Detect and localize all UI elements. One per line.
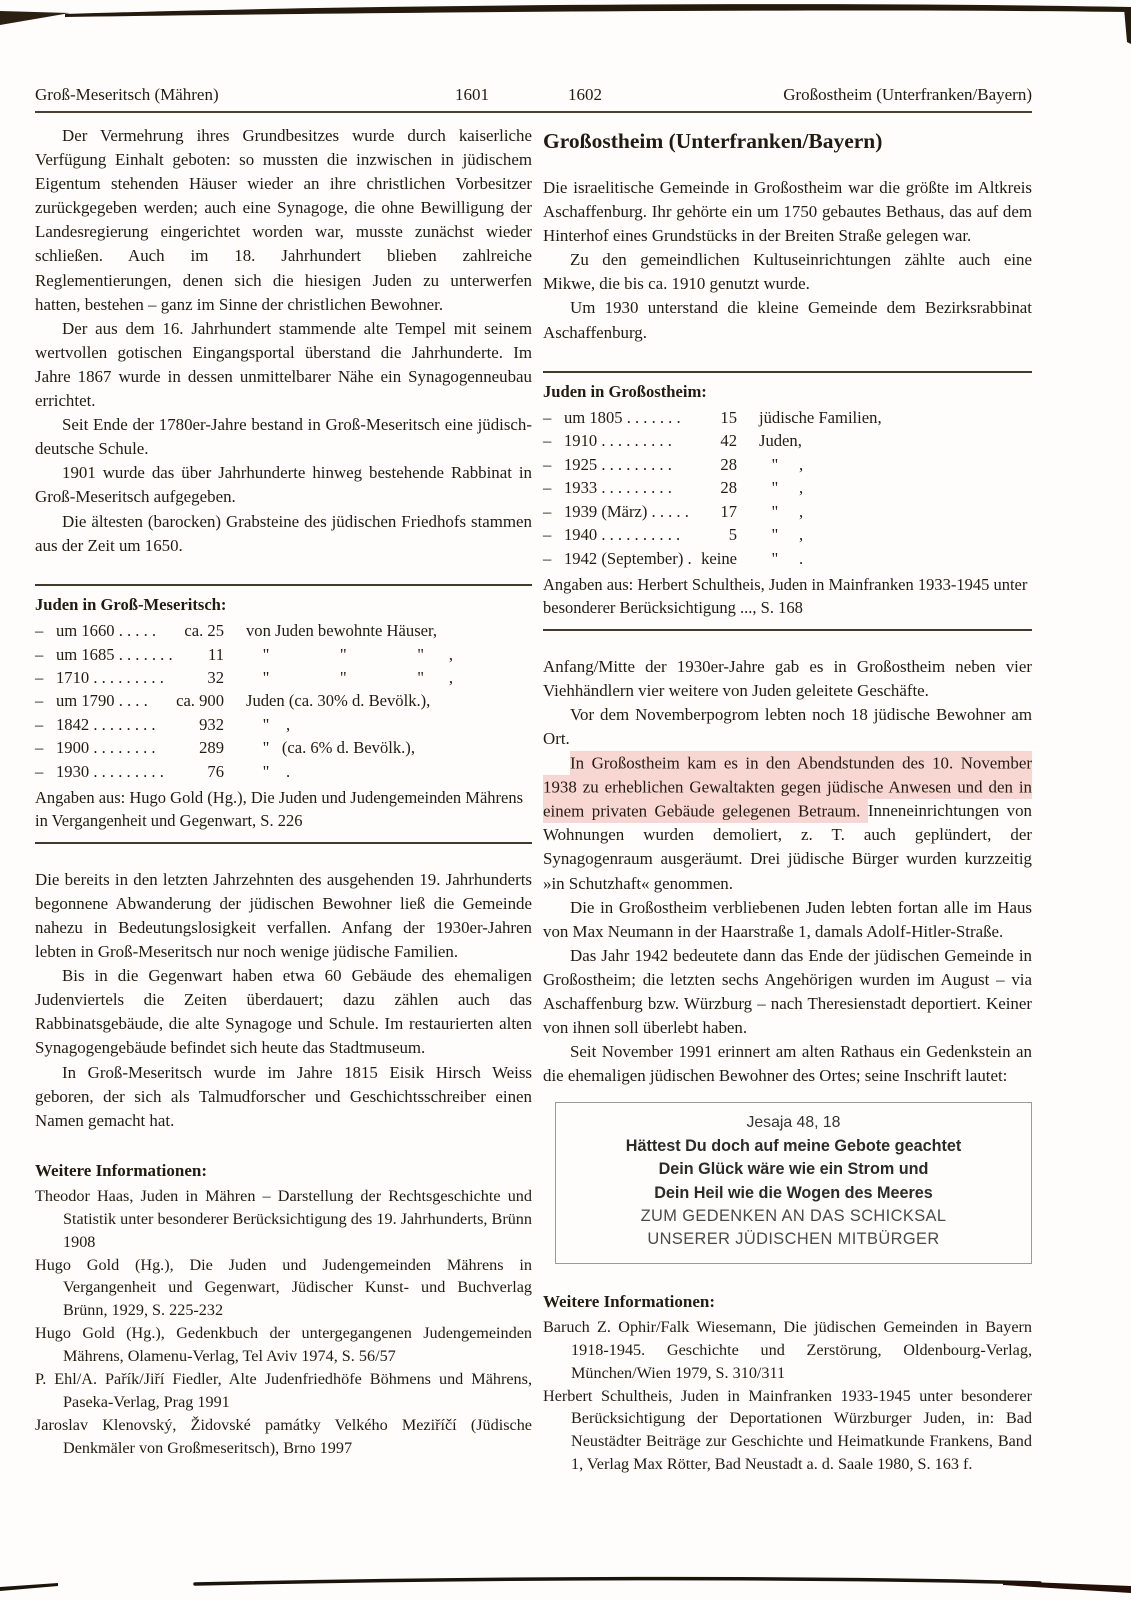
statistics-table-grossostheim — [543, 371, 1032, 631]
table-row — [543, 453, 1032, 476]
table-source-note: Angaben aus: Hugo Gold (Hg.), Die Juden und Judengemeinden Mährens in Vergangenheit und Gegenwart, S. 226 — [35, 787, 524, 831]
row-dash: – — [35, 761, 44, 781]
count-value: 932 — [199, 714, 224, 734]
statistics-table-gross-meseritsch — [35, 584, 532, 844]
paragraph: Die ältesten (barocken) Grabsteine des jüdischen Friedhofs stammen aus der Zeit um 1650. — [35, 511, 532, 555]
inscription-line: Hättest Du doch auf meine Gebote geachtet — [625, 1136, 962, 1155]
highlighted-passage: In Großostheim kam es in den Abendstunden des 10. November 1938 zu erheblichen Gewaltakten gegen jüdische Anwesen und den in einem privaten Gebäude gelegenen Betraum. — [543, 751, 1032, 823]
year-entry: 1842 . . . . . . . . — [56, 714, 156, 734]
row-description: Juden (ca. 30% d. Bevölk.), — [246, 691, 431, 711]
row-description: " , — [759, 478, 804, 498]
row-description: " , — [246, 714, 291, 734]
bibliography-item: Jaroslav Klenovský, Židovské památky Velkého Meziříčí (Jüdische Denkmäler von Großmeseritsch), Brno 1997 — [35, 1415, 532, 1457]
count-value: 11 — [208, 644, 224, 664]
paragraph: Seit Ende der 1780er-Jahre bestand in Groß-Meseritsch eine jüdisch-deutsche Schule. — [35, 415, 532, 459]
scan-mark-top-left — [0, 11, 70, 25]
paragraph: Bis in die Gegenwart haben etwa 60 Gebäude des ehemaligen Judenviertels die Zeiten überdauert; dazu zählen auch das Rabbinatsgebäude, die alte Synagoge und Schule. Im restaurierten alten Synagogengebäude befindet sich heute das Stadtmuseum. — [35, 966, 532, 1058]
row-dash: – — [543, 454, 552, 474]
paragraph: Zu den gemeindlichen Kultuseinrichtungen zählte auch eine Mikwe, die bis ca. 1910 genutzt wurde. — [543, 250, 1032, 294]
year-entry: um 1790 . . . . — [56, 691, 148, 711]
table-row — [543, 406, 1032, 429]
paragraph: Der Vermehrung ihres Grundbesitzes wurde durch kaiserliche Verfügung Einhalt geboten: so mussten die inzwischen in jüdischem Eigentum stehenden Häuser wieder an ihre christlichen Vorbesitzer zurückgegeben werden; auch eine Synagoge, die ohne Bewilligung der Landesregierung eingerichtet worden war, musste zunächst wieder schließen. Auch im 18. Jahrhundert blieben zahlreiche Reglementierungen, denen sich die hiesigen Juden zu unterwerfen hatten, bestehen – ganz im Sinne der christlichen Bewohner. — [35, 126, 532, 314]
table-row — [35, 689, 532, 712]
paragraph: Das Jahr 1942 bedeutete dann das Ende der jüdischen Gemeinde in Großostheim; die letzten sechs Angehörigen wurden im August – via Aschaffenburg bzw. Würzburg – nach Theresienstadt deportiert. Keiner von ihnen soll überlebt haben. — [543, 945, 1032, 1038]
scan-mark-bottom-left — [0, 1583, 58, 1591]
row-dash: – — [543, 408, 552, 428]
year-entry: 1925 . . . . . . . . . — [564, 454, 672, 474]
more-info-heading: Weitere Informationen: — [543, 1291, 716, 1311]
count-value: 17 — [720, 501, 737, 521]
row-dash: – — [543, 478, 552, 498]
table-row — [543, 476, 1032, 499]
row-dash: – — [35, 714, 44, 734]
header-rule — [35, 111, 1032, 113]
row-description: jüdische Familien, — [759, 408, 882, 428]
left-column — [35, 124, 532, 1460]
page-number-1601: 1601 — [455, 85, 489, 104]
count-value: 76 — [207, 761, 224, 781]
table-title: Juden in Groß-Meseritsch: — [35, 594, 227, 614]
row-dash: – — [543, 431, 552, 451]
inscription-line: UNSERER JÜDISCHEN MITBÜRGER — [647, 1230, 940, 1249]
row-description: " , — [759, 501, 804, 521]
running-header-right-title: Großostheim (Unterfranken/Bayern) — [783, 85, 1032, 104]
paragraph: Die israelitische Gemeinde in Großostheim war die größte im Altkreis Aschaffenburg. Ihr gehörte ein um 1750 gebautes Bethaus, das auf dem Hinterhof eines Grundstücks in der Breiten Straße gelegen war. — [543, 178, 1032, 246]
inscription-line: Dein Heil wie die Wogen des Meeres — [654, 1183, 933, 1202]
year-entry: 1710 . . . . . . . . . — [56, 667, 164, 687]
page-number-1602: 1602 — [568, 85, 602, 104]
row-dash: – — [35, 644, 44, 664]
count-value: 32 — [207, 667, 224, 687]
bibliography-item: Theodor Haas, Juden in Mähren – Darstellung der Rechtsgeschichte und Statistik unter besonderer Berücksichtigung des 19. Jahrhunderts, Brünn 1908 — [35, 1186, 532, 1251]
paragraph: Der aus dem 16. Jahrhundert stammende alte Tempel mit seinem wertvollen gotischen Eingangsportal überstand die Jahrhunderte. Im Jahre 1867 wurde in dessen unmittelbarer Nähe ein Synagogenneubau errichtet. — [35, 318, 532, 411]
paragraph: Vor dem Novemberpogrom lebten noch 18 jüdische Bewohner am Ort. — [543, 704, 1032, 748]
paragraph: Seit November 1991 erinnert am alten Rathaus ein Gedenkstein an die ehemaligen jüdischen Bewohner des Ortes; seine Inschrift lautet: — [543, 1042, 1032, 1086]
table-row — [543, 429, 1032, 452]
row-dash: – — [35, 667, 44, 687]
row-dash: – — [35, 621, 44, 641]
count-value: 289 — [199, 738, 224, 758]
row-description: " , — [759, 525, 804, 545]
running-header-left-title: Groß-Meseritsch (Mähren) — [35, 85, 219, 104]
row-dash: – — [35, 738, 44, 758]
table-row — [543, 523, 1032, 546]
year-entry: um 1685 . . . . . . . — [56, 644, 173, 664]
more-info-heading: Weitere Informationen: — [35, 1160, 208, 1180]
inscription-line: Jesaja 48, 18 — [746, 1114, 841, 1132]
table-source-note: Angaben aus: Herbert Schultheis, Juden in Mainfranken 1933-1945 unter besonderer Berücksichtigung ..., S. 168 — [543, 574, 1028, 618]
pogrom-paragraph — [543, 751, 1032, 896]
row-description: von Juden bewohnte Häuser, — [246, 621, 438, 641]
bibliography-item: Herbert Schultheis, Juden in Mainfranken 1933-1945 unter besonderer Berücksichtigung der Deportationen Würzburger Juden, in: Bad Neustädter Beiträge zur Geschichte und Heimatkunde Frankens, Band 1, Verlag Max Rötter, Bad Neustadt a. d. Saale 1980, S. 163 f. — [543, 1386, 1032, 1474]
year-entry: 1910 . . . . . . . . . — [564, 431, 672, 451]
table-row — [35, 713, 532, 736]
paragraph: Anfang/Mitte der 1930er-Jahre gab es in Großostheim neben vier Viehhändlern vier weitere von Juden geleitete Geschäfte. — [543, 656, 1032, 700]
count-value: 42 — [720, 431, 737, 451]
year-entry: 1930 . . . . . . . . . — [56, 761, 164, 781]
row-description: " . — [759, 548, 804, 568]
year-entry: 1942 (September) . — [564, 548, 692, 568]
row-dash: – — [35, 691, 44, 711]
scan-streak-bottom — [195, 1579, 1040, 1584]
count-value: 28 — [720, 454, 737, 474]
row-description: " " " , — [246, 644, 454, 664]
bibliography-item: P. Ehl/A. Pařík/Jiří Fiedler, Alte Judenfriedhöfe Böhmens und Mährens, Paseka-Verlag, Prag 1991 — [35, 1370, 532, 1411]
article-title: Großostheim (Unterfranken/Bayern) — [543, 129, 883, 153]
count-value: 5 — [728, 525, 737, 545]
count-value: ca. 25 — [184, 621, 224, 641]
row-dash: – — [543, 548, 552, 568]
memorial-inscription-box — [555, 1102, 1032, 1263]
count-value: 15 — [720, 408, 737, 428]
year-entry: 1939 (März) . . . . . — [564, 501, 689, 521]
year-entry: 1940 . . . . . . . . . . — [564, 525, 681, 545]
year-entry: um 1805 . . . . . . . — [564, 408, 681, 428]
inscription-line: ZUM GEDENKEN AN DAS SCHICKSAL — [640, 1207, 947, 1226]
count-value: ca. 900 — [176, 691, 224, 711]
paragraph: 1901 wurde das über Jahrhunderte hinweg bestehende Rabbinat in Groß-Meseritsch aufgegeben. — [35, 463, 532, 507]
bibliography-item: Baruch Z. Ophir/Falk Wiesemann, Die jüdischen Gemeinden in Bayern 1918-1945. Geschichte und Zerstörung, Oldenbourg-Verlag, München/Wien 1979, S. 310/311 — [543, 1317, 1032, 1382]
table-row — [35, 736, 532, 759]
running-header — [35, 85, 1032, 109]
right-column — [543, 124, 1032, 1476]
paragraph: In Groß-Meseritsch wurde im Jahre 1815 Eisik Hirsch Weiss geboren, der sich als Talmudforscher und Geschichtsschreiber einen Namen gemacht hat. — [35, 1062, 532, 1130]
paragraph: Die in Großostheim verbliebenen Juden lebten fortan alle im Haus von Max Neumann in der Haarstraße 1, damals Adolf-Hitler-Straße. — [543, 897, 1032, 941]
table-row — [543, 547, 1032, 570]
paragraph: Um 1930 unterstand die kleine Gemeinde dem Bezirksrabbinat Aschaffenburg. — [543, 298, 1032, 342]
table-row — [35, 643, 532, 666]
row-description: " , — [759, 454, 804, 474]
year-entry: um 1660 . . . . . — [56, 621, 157, 641]
row-dash: – — [543, 501, 552, 521]
scan-streak-top — [65, 4, 1131, 17]
bibliography-item: Hugo Gold (Hg.), Gedenkbuch der untergegangenen Judengemeinden Mährens, Olamenu-Verlag, Tel Aviv 1974, S. 56/57 — [35, 1324, 532, 1366]
count-value: keine — [701, 548, 737, 568]
pogrom-paragraph-rest: Inneneinrichtungen von Wohnungen wurden demoliert, z. T. auch geplündert, der Synagogenraum ausgeräumt. Drei jüdische Bürger wurden kurzzeitig »in Schutzhaft« genommen. — [543, 801, 1032, 893]
table-row — [35, 666, 532, 689]
table-row — [35, 760, 532, 783]
count-value: 28 — [720, 478, 737, 498]
year-entry: 1900 . . . . . . . . — [56, 738, 156, 758]
scan-mark-top-right — [1124, 8, 1131, 44]
inscription-line: Dein Glück wäre wie ein Strom und — [658, 1160, 929, 1179]
row-dash: – — [543, 525, 552, 545]
scan-mark-bottom-right — [1003, 1581, 1131, 1593]
row-description: " (ca. 6% d. Bevölk.), — [246, 738, 415, 758]
row-description: " . — [246, 761, 291, 781]
row-description: " " " , — [246, 667, 454, 687]
table-row — [35, 619, 532, 642]
row-description: Juden, — [759, 431, 802, 451]
year-entry: 1933 . . . . . . . . . — [564, 478, 672, 498]
paragraph: Die bereits in den letzten Jahrzehnten des ausgehenden 19. Jahrhunderts begonnene Abwanderung der jüdischen Bewohner ließ die Gemeinde nahezu in Bedeutungslosigkeit verfallen. Anfang der 1930er-Jahren lebten in Groß-Meseritsch nur noch wenige jüdische Familien. — [35, 869, 532, 962]
bibliography-item: Hugo Gold (Hg.), Die Juden und Judengemeinden Mährens in Vergangenheit und Gegenwart, Jüdischer Kunst- und Buchverlag Brünn, 1929, S. 225-232 — [35, 1255, 532, 1320]
table-title: Juden in Großostheim: — [543, 381, 707, 401]
table-row — [543, 500, 1032, 523]
